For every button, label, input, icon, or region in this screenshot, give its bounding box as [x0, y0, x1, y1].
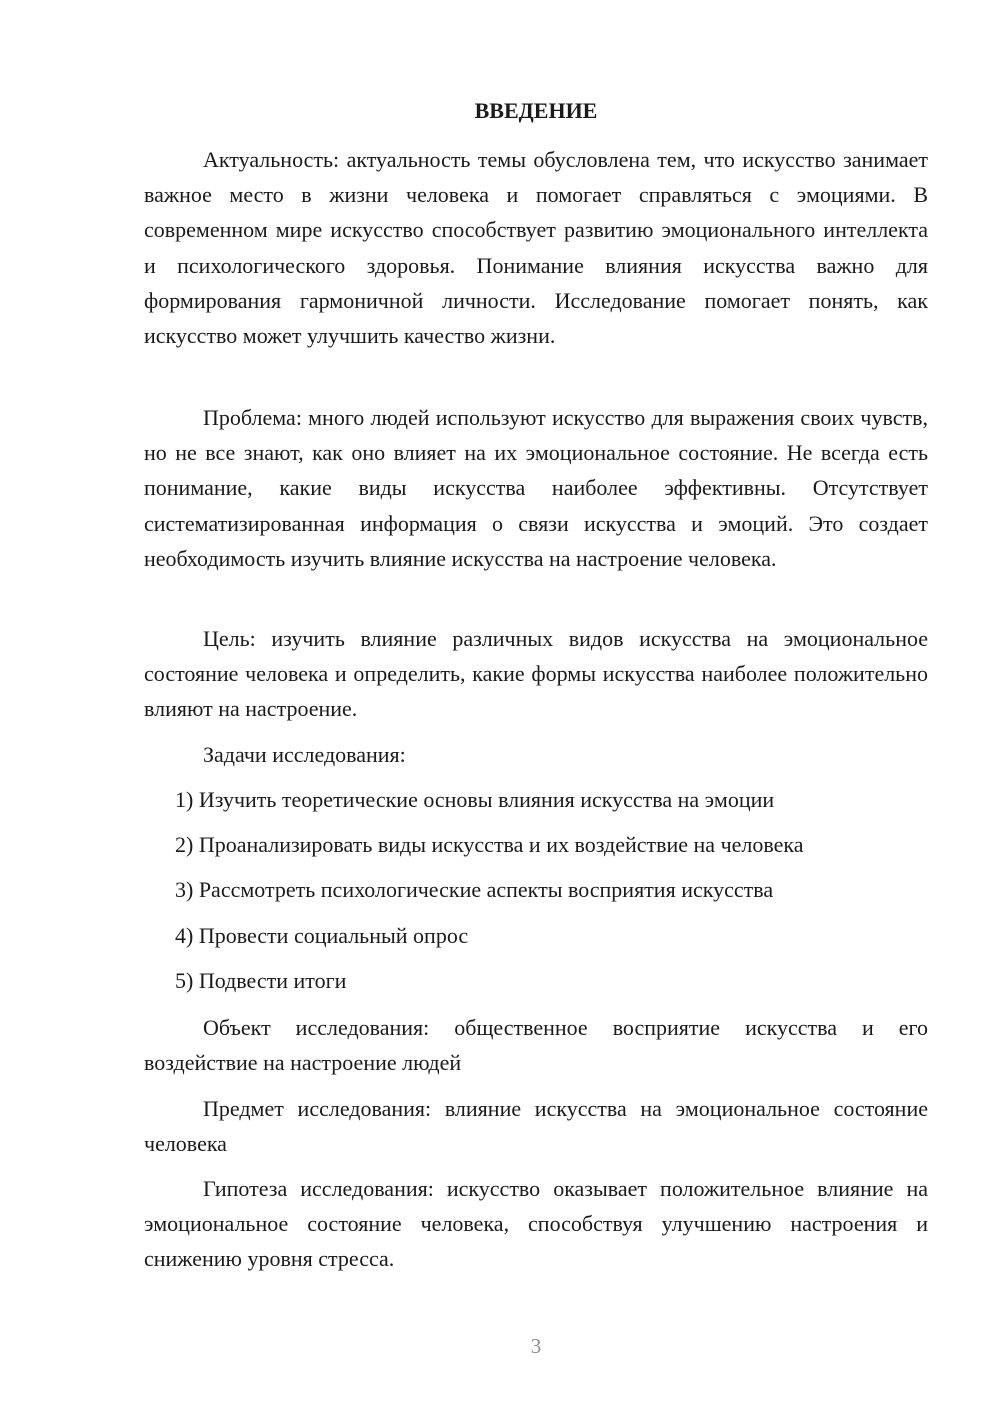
task-item-1: 1) Изучить теоретические основы влияния искусства на эмоции — [175, 787, 775, 812]
hypothesis-paragraph: Гипотеза исследования: искусство оказывает положительное влияние на эмоциональное состояние человека, способствуя улучшению настроения и снижению уровня стресса. — [144, 1176, 928, 1272]
problem-paragraph: Проблема: много людей используют искусство для выражения своих чувств, но не все знают, как оно влияет на их эмоциональное состояние. Не всегда есть понимание, какие виды искусства наиболее эффективны. Отсутствует систематизированная информация о связи искусства и эмоций. Это создает необходимость изучить влияние искусства на настроение человека. — [144, 405, 928, 571]
page-title: ВВЕДЕНИЕ — [474, 98, 598, 123]
task-item-3: 3) Рассмотреть психологические аспекты восприятия искусства — [175, 877, 774, 902]
task-item-2: 2) Проанализировать виды искусства и их воздействие на человека — [175, 832, 804, 857]
subject-paragraph: Предмет исследования: влияние искусства на эмоциональное состояние человека — [144, 1096, 928, 1157]
page-number: 3 — [530, 1334, 542, 1358]
task-item-5: 5) Подвести итоги — [175, 968, 347, 993]
tasks-heading: Задачи исследования: — [203, 742, 406, 767]
object-paragraph: Объект исследования: общественное восприятие искусства и его воздействие на настроение людей — [144, 1015, 928, 1076]
goal-paragraph: Цель: изучить влияние различных видов искусства на эмоциональное состояние человека и определить, какие формы искусства наиболее положительно влияют на настроение. — [144, 626, 928, 722]
relevance-paragraph: Актуальность: актуальность темы обусловлена тем, что искусство занимает важное место в жизни человека и помогает справляться с эмоциями. В современном мире искусство способствует развитию эмоционального интеллекта и психологического здоровья. Понимание влияния искусства важно для формирования гармоничной личности. Исследование помогает понять, как искусство может улучшить качество жизни. — [144, 147, 928, 349]
task-item-4: 4) Провести социальный опрос — [175, 923, 469, 948]
